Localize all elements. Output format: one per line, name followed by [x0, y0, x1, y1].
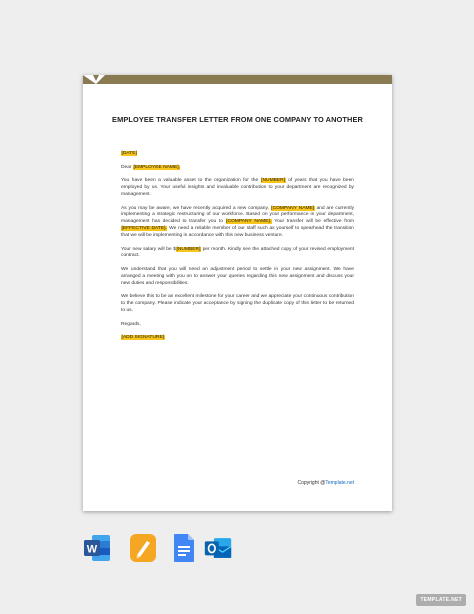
- effective-date-placeholder: [EFFECTIVE DATE].: [121, 226, 167, 232]
- word-icon[interactable]: [83, 533, 111, 563]
- svg-text:W: W: [86, 543, 98, 556]
- signature-line: [121, 335, 354, 342]
- date-placeholder: [DATE]: [121, 151, 137, 156]
- paragraph-4: We understand that you will need an adjustment period to settle in your new assignment. We have arranged a meeting with you on to answer your queries regarding this new assignment and discuss your new duties and responsibilities.: [121, 267, 354, 286]
- paragraph-1: You have been a valuable asset to the organization for the [NUMBER] of years that you have been employed by us. Your useful insights and invaluable contribution to your department are recognized by management.: [121, 178, 355, 197]
- letter-title: EMPLOYEE TRANSFER LETTER FROM ONE COMPANY TO ANOTHER: [112, 115, 363, 124]
- outlook-icon[interactable]: [204, 533, 232, 563]
- closing: Regards,: [121, 321, 141, 327]
- copyright: Copyright @Template.net: [297, 480, 354, 486]
- pages-icon[interactable]: [129, 533, 157, 563]
- employee-name-placeholder: [EMPLOYEE NAME],: [133, 164, 180, 170]
- paragraph-2: As you may be aware, we have recently acquired a new company, [COMPANY NAME] and are currently implementing a strategic restructuring of our workforce. Based on your performance in your department, management has decided to transfer you to [COMPANY NAME]. Your transfer will be effective from [EFFECTIVE DATE]. We need a reliable member of our staff such as yourself to spearhead the transition that we will be implementing in accordance with this new business venture.: [121, 205, 355, 238]
- letter-page: [83, 75, 392, 511]
- signature-placeholder: [ADD SIGNATURE]: [121, 335, 165, 341]
- google-docs-icon[interactable]: [170, 533, 198, 563]
- paragraph-3: Your new salary will be $[NUMBER] per month. Kindly see the attached copy of your revised employment contract.: [121, 246, 355, 259]
- letter-body: [121, 151, 354, 349]
- company-name-placeholder: [COMPANY NAME].: [226, 219, 272, 225]
- paragraph-5: We believe this to be an excellent milestone for your career and we appreciate your continuous contribution to the company. Please indicate your acceptance by signing the duplicate copy of this letter to be returned to us.: [121, 294, 354, 314]
- number-placeholder: [NUMBER]: [261, 178, 286, 184]
- page-banner: [83, 75, 392, 85]
- copyright-link[interactable]: Template.net: [325, 480, 354, 486]
- template-net-watermark: TEMPLATE.NET: [416, 594, 466, 606]
- salutation: Dear [EMPLOYEE NAME],: [121, 164, 180, 170]
- company-name-placeholder: [COMPANY NAME]: [271, 205, 315, 211]
- salary-number-placeholder: [NUMBER]: [176, 246, 201, 252]
- date-line: [121, 151, 354, 158]
